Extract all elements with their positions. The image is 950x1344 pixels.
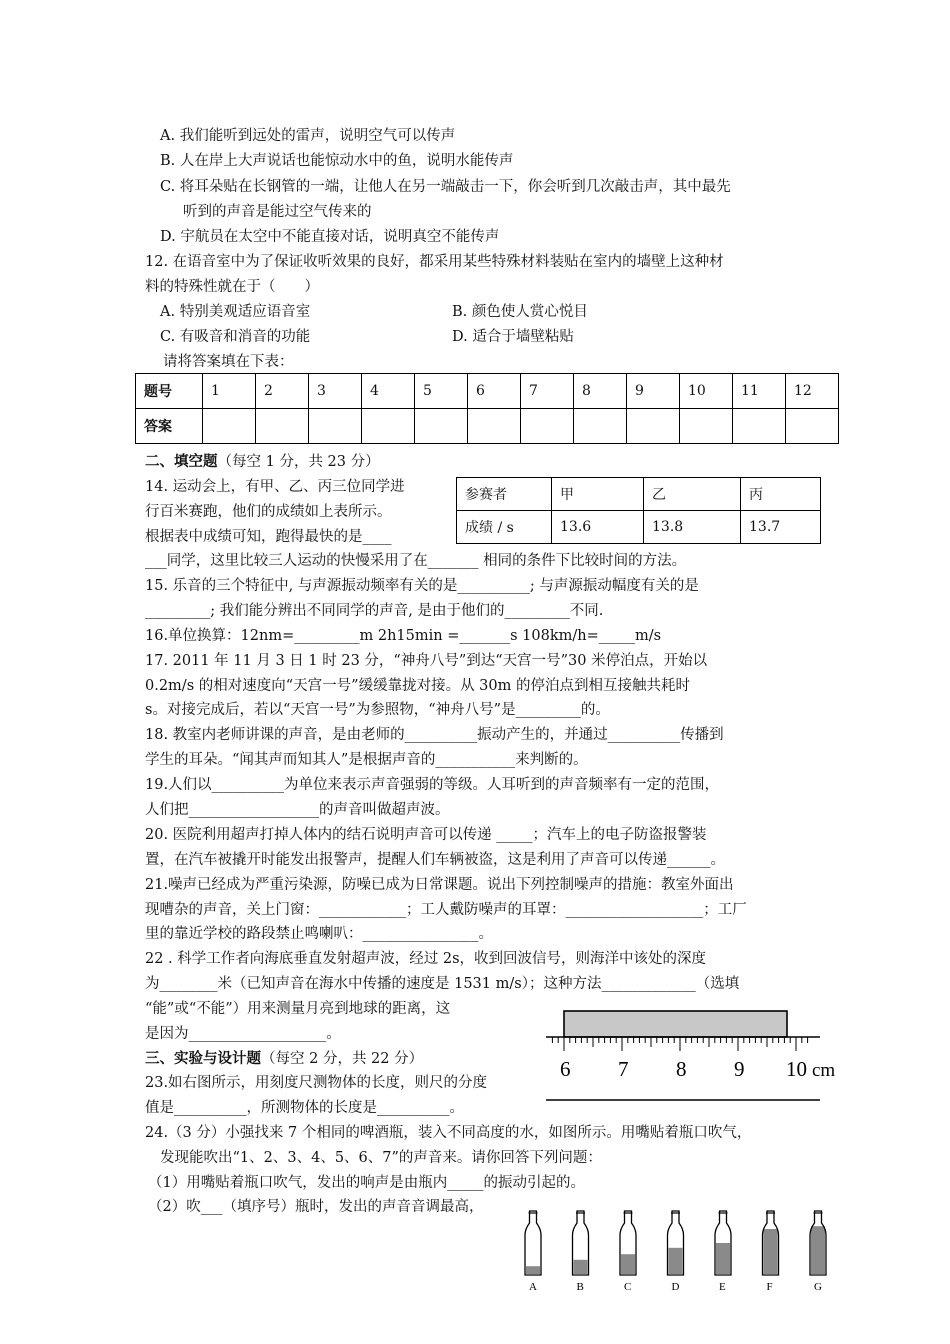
answer-number-cell: 2 xyxy=(256,374,309,409)
q20-line1: 20. 医院利用超声打掉人体内的结石说明声音可以传递 _____；汽车上的电子防盗报警装 xyxy=(145,827,707,843)
answer-number-cell: 10 xyxy=(680,374,733,409)
answer-blank-cell[interactable] xyxy=(680,409,733,444)
ruler-figure xyxy=(540,1005,850,1105)
measured-object xyxy=(564,1011,787,1037)
ruler-label: 6 xyxy=(560,1057,571,1081)
section2-heading xyxy=(145,452,380,472)
bottle-label: E xyxy=(719,1281,726,1293)
bottle-label: F xyxy=(766,1281,773,1293)
q24-line3: （1）用嘴贴着瓶口吹气，发出的响声是由瓶内_____的振动引起的。 xyxy=(148,1175,585,1191)
q23-line1: 23.如右图所示，用刻度尺测物体的长度，则尺的分度 xyxy=(145,1075,488,1091)
ruler-label: 7 xyxy=(618,1057,629,1081)
answer-number-cell: 12 xyxy=(786,374,839,409)
answer-number-cell: 3 xyxy=(309,374,362,409)
q12-option-b: B. 颜色使人赏心悦目 xyxy=(452,304,588,320)
section2-note: （每空 1 分，共 23 分） xyxy=(217,454,380,470)
answer-number-cell: 7 xyxy=(521,374,574,409)
section3-title: 三、实验与设计题 xyxy=(145,1050,261,1067)
answer-number-cell: 5 xyxy=(415,374,468,409)
bottle xyxy=(715,1211,731,1293)
q17-line2: 0.2m/s 的相对速度向“天宫一号”缓缓靠拢对接。从 30m 的停泊点到相互接触共耗时 xyxy=(145,678,690,694)
score-value-cell: 13.8 xyxy=(644,511,741,544)
q24-line4: （2）吹___（填序号）瓶时，发出的声音音调最高， xyxy=(148,1199,484,1215)
answer-blank-cell[interactable] xyxy=(733,409,786,444)
q12-option-c: C. 有吸音和消音的功能 xyxy=(160,329,311,345)
q14-line2: 行百米赛跑，他们的成绩如上表所示。 xyxy=(145,504,392,520)
answer-table-row-label: 题号 xyxy=(136,374,203,409)
ruler-label: 9 xyxy=(734,1057,745,1081)
bottle xyxy=(620,1211,636,1293)
q14-line4: ___同学，这里比较三人运动的快慢采用了在_______ 相同的条件下比较时间的方法。 xyxy=(145,553,687,569)
score-value-cell: 成绩 / s xyxy=(457,511,552,544)
q17-line3: s。对接完成后，若以“天宫一号”为参照物，“神舟八号”是_________的。 xyxy=(145,702,610,718)
q22-line1: 22 . 科学工作者向海底垂直发射超声波，经过 2s，收到回波信号，则海洋中该处的深度 xyxy=(145,951,707,967)
answer-number-cell: 1 xyxy=(203,374,256,409)
bottle-water xyxy=(669,1248,683,1274)
answer-blank-cell[interactable] xyxy=(521,409,574,444)
bottle-label: G xyxy=(814,1281,822,1293)
bottle-label: A xyxy=(529,1281,537,1293)
ruler-label: 10 xyxy=(786,1057,807,1081)
q11-option-a: A. 我们能听到远处的雷声，说明空气可以传声 xyxy=(160,128,456,144)
score-value-cell: 13.7 xyxy=(741,511,821,544)
bottle xyxy=(573,1211,589,1293)
score-header-cell: 甲 xyxy=(552,478,644,511)
answer-blank-cell[interactable] xyxy=(362,409,415,444)
score-header-row xyxy=(457,478,821,511)
q24-line1: 24.（3 分）小强找来 7 个相同的啤酒瓶，装入不同高度的水，如图所示。用嘴贴着瓶口吹气， xyxy=(145,1125,752,1141)
section3-note: （每空 2 分，共 22 分） xyxy=(261,1051,424,1067)
answer-number-cell: 11 xyxy=(733,374,786,409)
bottle-outline xyxy=(525,1211,541,1275)
q11-option-c-line2: 听到的声音是能过空气传来的 xyxy=(183,204,372,220)
answer-table-number-row xyxy=(136,374,839,409)
answer-blank-cell[interactable] xyxy=(256,409,309,444)
q17-line1: 17. 2011 年 11 月 3 日 1 时 23 分，“神舟八号”到达“天宫一号”30 米停泊点，开始以 xyxy=(145,653,708,669)
bottle xyxy=(668,1211,684,1293)
score-header-cell: 乙 xyxy=(644,478,741,511)
q11-option-c-line1: C. 将耳朵贴在长钢管的一端，让他人在另一端敲击一下，你会听到几次敲击声，其中最先 xyxy=(160,179,731,195)
q22-line2: 为________米（已知声音在海水中传播的速度是 1531 m/s）；这种方法_____________（选填 xyxy=(145,976,740,992)
q24-line2: 发现能吹出“1、2、3、4、5、6、7”的声音来。请你回答下列问题： xyxy=(160,1150,602,1166)
q18-line2: 学生的耳朵。“闻其声而知其人”是根据声音的___________来判断的。 xyxy=(145,752,588,768)
bottle-label: B xyxy=(576,1281,584,1293)
answer-table-answer-row xyxy=(136,409,839,444)
ruler-unit: cm xyxy=(812,1060,836,1081)
score-value-row xyxy=(457,511,821,544)
bottle-water xyxy=(716,1243,730,1274)
q19-line2: 人们把__________________的声音叫做超声波。 xyxy=(145,802,450,818)
answer-number-cell: 6 xyxy=(468,374,521,409)
answer-number-cell: 9 xyxy=(627,374,680,409)
q21-line1: 21.噪声已经成为严重污染源，防噪已成为日常课题。说出下列控制噪声的措施：教室外面出 xyxy=(145,877,734,893)
answer-blank-cell[interactable] xyxy=(415,409,468,444)
q22-line3: “能”或“不能”）用来测量月亮到地球的距离，这 xyxy=(145,1001,451,1017)
q22-line4: 是因为___________________。 xyxy=(145,1026,341,1042)
q20-line2: 置，在汽车被撬开时能发出报警声，提醒人们车辆被盗，这是利用了声音可以传递______。 xyxy=(145,852,725,868)
bottle-water xyxy=(811,1226,825,1274)
answer-blank-cell[interactable] xyxy=(574,409,627,444)
race-score-table xyxy=(456,477,821,544)
q21-line2: 现嘈杂的声音，关上门窗：____________；工人戴防噪声的耳罩：___________________；工厂 xyxy=(145,902,747,918)
answer-blank-cell[interactable] xyxy=(468,409,521,444)
answer-number-cell: 8 xyxy=(574,374,627,409)
q14-line3: 根据表中成绩可知，跑得最快的是____ xyxy=(145,529,392,545)
q12-stem-line1: 12. 在语音室中为了保证收听效果的良好，都采用某些特殊材料装贴在室内的墙壁上这种材 xyxy=(145,254,724,270)
answer-table-row-label: 答案 xyxy=(136,409,203,444)
q11-option-d: D. 宇航员在太空中不能直接对话，说明真空不能传声 xyxy=(160,229,500,245)
answer-instruction: 请将答案填在下表： xyxy=(163,354,294,370)
ruler-label: 8 xyxy=(676,1057,687,1081)
score-value-cell: 13.6 xyxy=(552,511,644,544)
q12-option-a: A. 特别美观适应语音室 xyxy=(160,304,311,320)
bottle xyxy=(525,1211,541,1293)
answer-blank-cell[interactable] xyxy=(786,409,839,444)
q15-line2: _________; 我们能分辨出不同同学的声音, 是由于他们的_________不同. xyxy=(145,603,604,619)
answer-table xyxy=(135,373,839,444)
q18-line1: 18. 教室内老师讲课的声音，是由老师的__________振动产生的，并通过__________传播到 xyxy=(145,727,724,743)
section2-title: 二、填空题 xyxy=(145,453,218,470)
bottles-figure xyxy=(515,1205,845,1295)
ruler-ticks xyxy=(552,1037,807,1051)
bottle xyxy=(810,1211,826,1293)
q23-line2: 值是__________，所测物体的长度是__________。 xyxy=(145,1100,464,1116)
score-header-cell: 参赛者 xyxy=(457,478,552,511)
answer-blank-cell[interactable] xyxy=(309,409,362,444)
bottle-water xyxy=(764,1229,778,1274)
bottle-water xyxy=(574,1260,588,1274)
q21-line3: 里的靠近学校的路段禁止鸣喇叭：________________。 xyxy=(145,926,493,942)
q15-line1: 15. 乐音的三个特征中, 与声源振动频率有关的是__________; 与声源振动幅度有关的是 xyxy=(145,578,699,594)
answer-number-cell: 4 xyxy=(362,374,415,409)
bottle-water xyxy=(526,1266,540,1274)
q12-stem-line2: 料的特殊性就在于（ ） xyxy=(145,279,319,295)
q11-option-b: B. 人在岸上大声说话也能惊动水中的鱼，说明水能传声 xyxy=(160,153,514,169)
bottle-label: C xyxy=(624,1281,632,1293)
q12-option-d: D. 适合于墙壁粘贴 xyxy=(452,329,574,345)
q16-line: 16.单位换算：12nm=_________m 2h15min =_______s 108km/h=_____m/s xyxy=(145,628,662,644)
bottle xyxy=(763,1211,779,1293)
q19-line1: 19.人们以__________为单位来表示声音强弱的等级。人耳听到的声音频率有一定的范围， xyxy=(145,777,720,793)
section3-heading xyxy=(145,1049,423,1069)
bottle-label: D xyxy=(671,1281,680,1293)
answer-blank-cell[interactable] xyxy=(203,409,256,444)
score-header-cell: 丙 xyxy=(741,478,821,511)
q14-line1: 14. 运动会上，有甲、乙、丙三位同学进 xyxy=(145,479,405,495)
answer-blank-cell[interactable] xyxy=(627,409,680,444)
bottle-water xyxy=(621,1254,635,1274)
